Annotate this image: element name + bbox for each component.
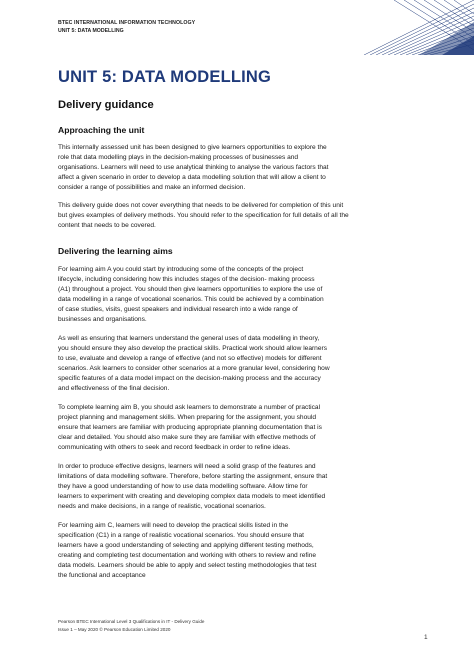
text-line: to use, evaluate and develop a range of effective (and not so effective) models for different [58,354,322,362]
header-qualification: BTEC INTERNATIONAL INFORMATION TECHNOLOGY [58,20,196,26]
text-line: For learning aim A you could start by introducing some of the concepts of the project [58,266,304,273]
text-line: learners have a good understanding of selecting and applying different testing methods, [58,541,314,549]
text-line: the functional and acceptance [58,571,146,579]
text-line: To complete learning aim B, you should ask learners to demonstrate a number of practical [58,404,321,411]
corner-graphic [324,0,474,55]
text-line: ensure that learners are familiar with producing appropriate planning documentation that is [58,423,322,431]
text-line: This delivery guide does not cover everything that needs to be delivered for completion of this unit [58,202,344,209]
paragraph-aim-b [58,403,430,453]
paragraph-practical-skills [58,334,430,393]
text-line: In order to produce effective designs, learners will need a solid grasp of the features and [58,463,316,470]
page-title: UNIT 5: DATA MODELLING [58,68,272,86]
running-header [58,20,195,34]
text-line: consider a range of possibilities and make an informed decision. [58,183,246,191]
section-heading: Delivery guidance [58,99,154,111]
text-line: organisations. Learners will need to use analytical thinking to analyse the various factors that [58,163,329,171]
text-line: but gives examples of delivery methods. You should refer to the specification for full details of all the [58,211,349,219]
text-line: needs and make decisions, in a range of realistic, vocational scenarios. [58,502,266,510]
text-line: communicating with others to seek and record feedback in order to refine ideas. [58,443,291,451]
paragraph-designs [58,462,430,512]
text-line: lifecycle, including considering how this includes stages of the decision- making process [58,275,315,283]
text-line: scenarios. Ask learners to consider other scenarios at a more granular level, considering how [58,364,330,372]
header-unit: UNIT 5: DATA MODELLING [58,28,124,34]
paragraph-delivery-scope [58,201,430,231]
text-line: data models. Learners should be able to apply and select testing methodologies that test [58,561,317,569]
footer-issue: Issue 1 – May 2020 © Pearson Education Limited 2020 [58,626,171,632]
text-line: affect a given scenario in order to develop a data modelling solution that will allow a client to [58,173,326,181]
text-line: As well as ensuring that learners understand the general uses of data modelling in theory, [58,335,320,342]
text-line: data modelling in a range of vocational scenarios. This could be achieved by a combination [58,295,324,303]
text-line: This internally assessed unit has been designed to give learners opportunities to explore the [58,144,327,151]
page-number: 1 [424,634,428,641]
subheading-approaching: Approaching the unit [58,125,145,135]
text-line: limitations of data modelling software. Therefore, before starting the assignment, ensure that [58,472,328,480]
text-line: businesses and organisations. [58,315,147,323]
text-line: specific features of a data model impact on the decision-making process and the accuracy [58,374,321,382]
text-line: specification (C1) in a range of realistic vocational scenarios. You should ensure that [58,531,304,539]
text-line: clear and detailed. You should also make sure they are familiar with effective methods of [58,433,316,441]
text-line: project planning and management skills. When preparing for the assignment, you should [58,413,317,421]
subheading-delivering: Delivering the learning aims [58,246,173,256]
text-line: creating and completing test documentation and working with others to review and refine [58,551,317,559]
text-line: you should ensure they also develop the practical skills. Practical work should allow learners [58,344,328,352]
text-line: content that needs to be covered. [58,221,156,229]
text-line: role that data modelling plays in the decision-making processes of businesses and [58,153,299,161]
text-line: learners to experiment with creating and developing complex data models to meet identified [58,492,326,500]
text-line: (A1) throughout a project. You should then give learners opportunities to explore the use of [58,285,323,293]
text-line: and effectiveness of the final decision. [58,384,170,392]
text-line: they have a good understanding of how to use data modelling software. Allow time for [58,482,308,490]
paragraph-aim-c [58,521,430,580]
paragraph-aim-a [58,265,430,324]
text-line: For learning aim C, learners will need to develop the practical skills listed in the [58,522,289,529]
text-line: of case studies, visits, guest speakers and individual research into a wide range of [58,305,298,313]
footer-guide-title: Pearson BTEC International Level 3 Qualifications in IT - Delivery Guide [58,619,205,624]
page-footer [58,618,204,633]
paragraph-intro [58,143,430,193]
